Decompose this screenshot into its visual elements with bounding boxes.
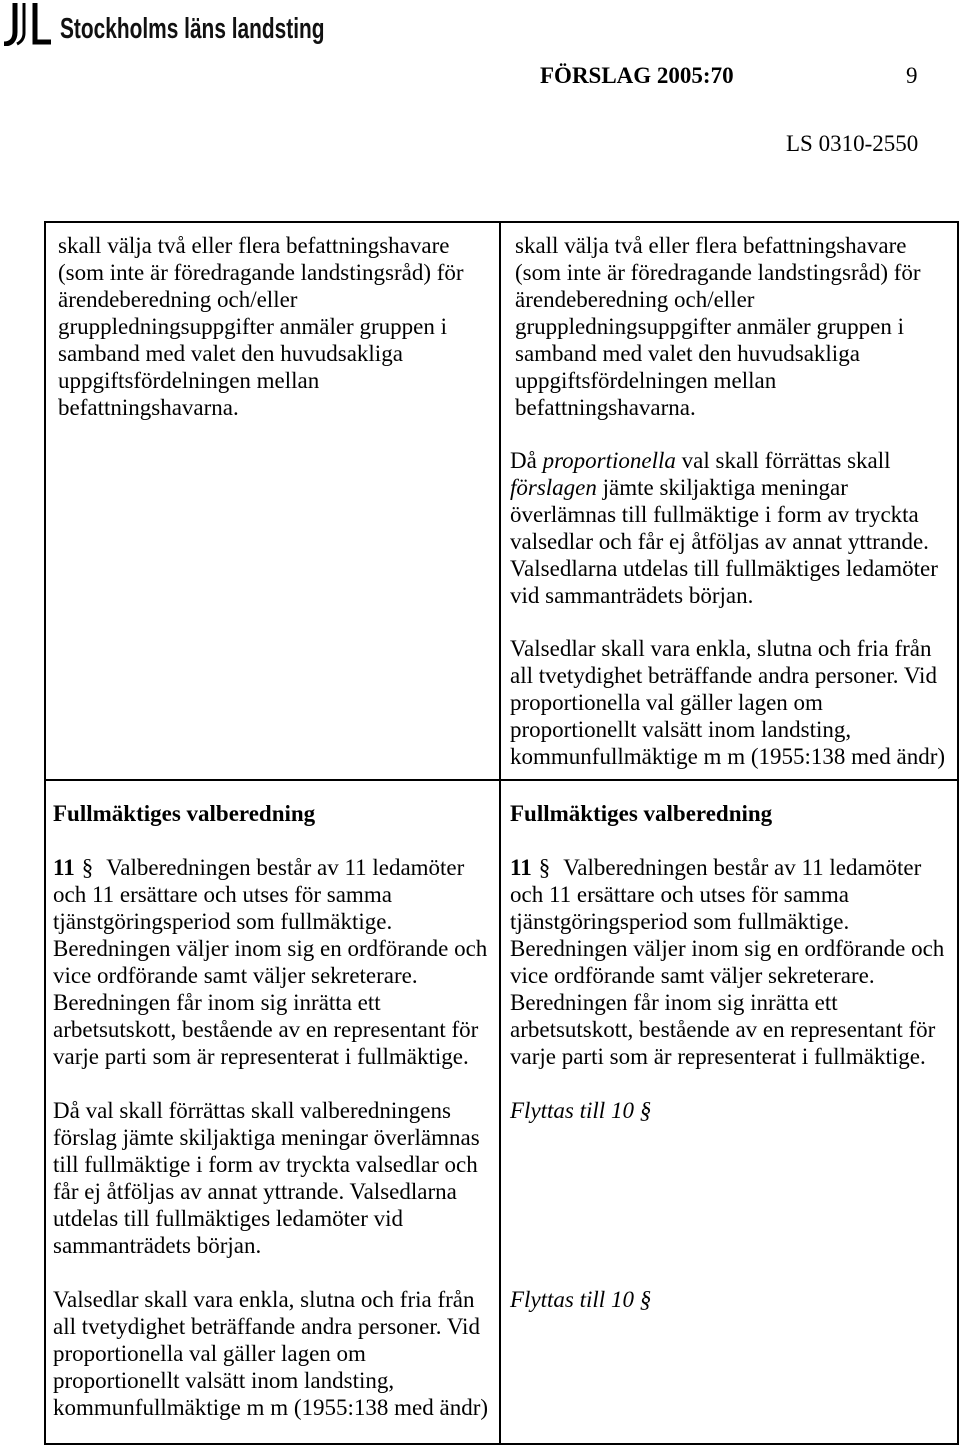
- paragraph-text: jämte skiljaktiga meningar överlämnas till fullmäktige i form av tryckta valsedlar och får ej åtföljas av annat yttrande. Valsedlarna utdelas till fullmäktiges ledamöter vid sammanträdets början.: [510, 475, 938, 608]
- logo-text: Stockholms läns landsting: [60, 13, 325, 45]
- paragraph-text: Valberedningen består av 11 ledamöter och 11 ersättare och utses för samma tjänstgöringsperiod som fullmäktige. Beredningen väljer inom sig en ordförande och vice ordförande samt väljer sekreterare. Beredningen får inom sig inrätta ett arbetsutskott, bestående av en representant för varje parti som är representerat i fullmäktige.: [53, 855, 488, 1069]
- paragraph: Valsedlar skall vara enkla, slutna och fria från all tvetydighet beträffande andra personer. Vid proportionella val gäller lagen om proportionellt valsätt inom landsting, kommunfullmäktige m m (1955:138 med ändr): [53, 1287, 489, 1420]
- logo-mark-icon: [2, 2, 52, 46]
- section-sign: §: [81, 855, 94, 880]
- paragraph: Då val skall förrättas skall valberedningens förslag jämte skiljaktiga meningar överlämnas till fullmäktige i form av tryckta valsedlar och får ej åtföljas av annat yttrande. Valsedlarna utdelas till fullmäktiges ledamöter vid sammanträdets början.: [53, 1098, 480, 1258]
- moved-note: Flyttas till 10 §: [510, 1098, 652, 1123]
- comparison-table: [44, 221, 959, 1445]
- paragraph: [510, 447, 957, 609]
- italic-emphasis: proportionella: [542, 448, 676, 473]
- section-number: 11: [510, 855, 532, 880]
- table-cell-proposed-wording: [501, 223, 957, 779]
- paragraph-text: Valberedningen består av 11 ledamöter och 11 ersättare och utses för samma tjänstgöringsperiod som fullmäktige. Beredningen väljer inom sig en ordförande och vice ordförande samt väljer sekreterare. Beredningen får inom sig inrätta ett arbetsutskott, bestående av en representant för varje parti som är representerat i fullmäktige.: [510, 855, 945, 1069]
- italic-emphasis: förslagen: [510, 475, 597, 500]
- section-heading: Fullmäktiges valberedning: [510, 801, 773, 826]
- organization-logo: [0, 0, 340, 50]
- paragraph-text: Då: [510, 448, 543, 473]
- table-cell-proposed-wording: [501, 781, 957, 1443]
- section-heading: Fullmäktiges valberedning: [53, 801, 316, 826]
- paragraph: Valsedlar skall vara enkla, slutna och fria från all tvetydighet beträffande andra personer. Vid proportionella val gäller lagen om proportionellt valsätt inom landsting, kommunfullmäktige m m (1955:138 med ändr): [510, 636, 946, 769]
- page-number: 9: [906, 63, 918, 88]
- reference-number: LS 0310-2550: [786, 131, 919, 156]
- paragraph: skall välja två eller flera befattningshavare (som inte är föredragande landstingsråd) för ärendeberedning och/eller gruppledningsuppgifter anmäler gruppen i samband med valet den huvudsakliga uppgiftsfördelningen mellan befattningshavarna.: [58, 233, 464, 420]
- table-cell-current-wording: [46, 223, 499, 779]
- document-title: FÖRSLAG 2005:70: [540, 63, 734, 88]
- table-cell-current-wording: [46, 781, 499, 1443]
- section-number: 11: [53, 855, 75, 880]
- paragraph-text: val skall förrättas skall: [681, 448, 891, 473]
- section-paragraph: [53, 854, 499, 1070]
- paragraph: skall välja två eller flera befattningshavare (som inte är föredragande landstingsråd) för ärendeberedning och/eller gruppledningsuppgifter anmäler gruppen i samband med valet den huvudsakliga uppgiftsfördelningen mellan befattningshavarna.: [515, 233, 921, 420]
- section-paragraph: [510, 854, 957, 1070]
- moved-note: Flyttas till 10 §: [510, 1287, 652, 1312]
- section-sign: §: [538, 855, 551, 880]
